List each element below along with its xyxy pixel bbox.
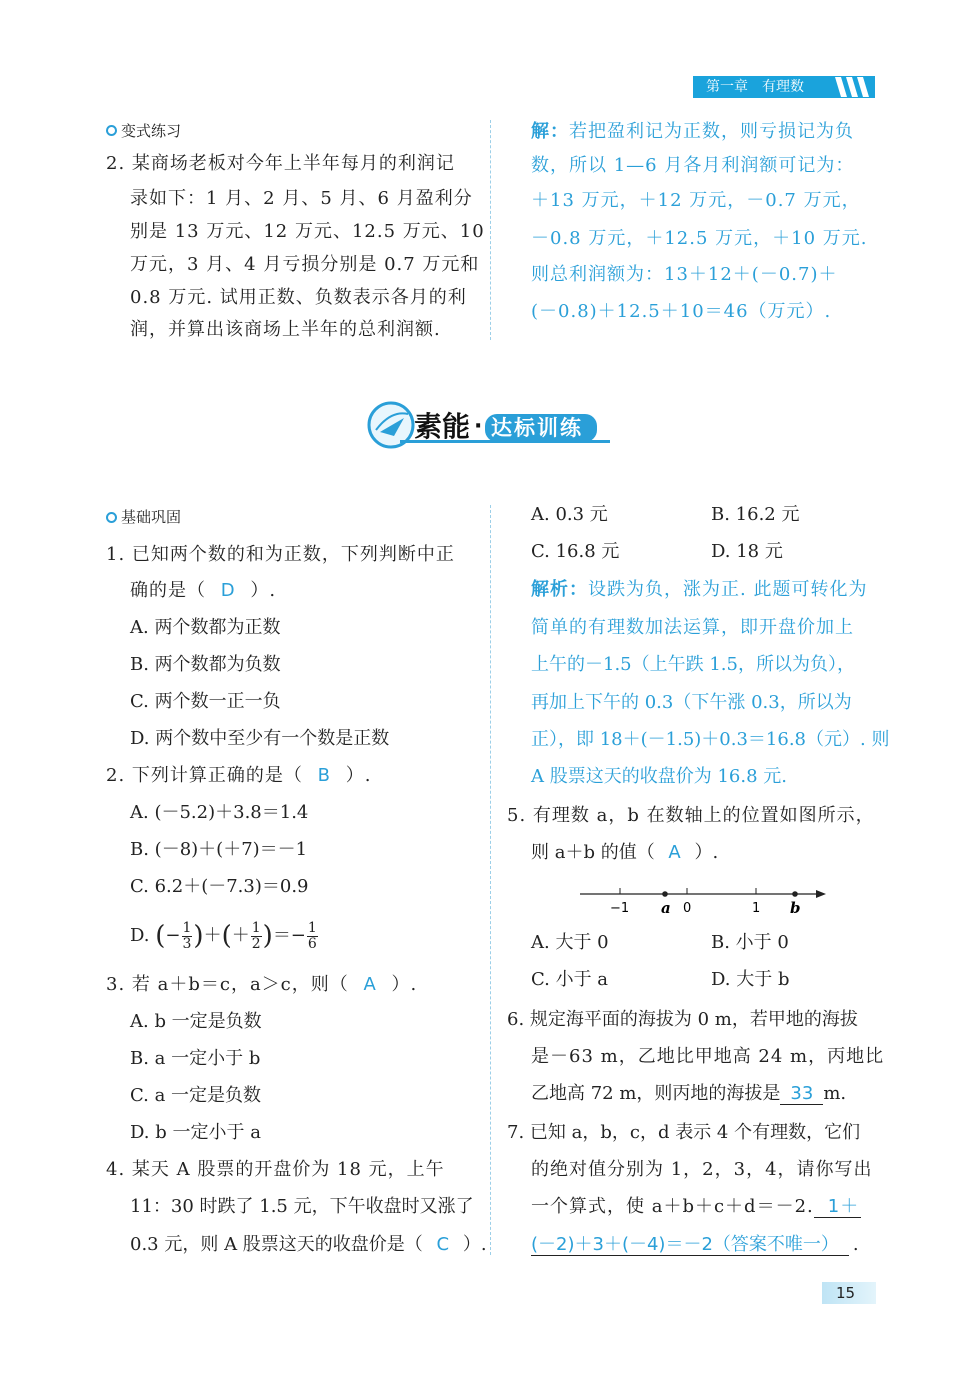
column-divider-top	[490, 120, 491, 340]
banner-title-right: 达标训练	[491, 416, 583, 440]
option: D. 18 元	[711, 541, 783, 562]
answer-q7-part2: (－2)＋3＋(－4)＝－2（答案不唯一）	[531, 1234, 849, 1256]
option: D. 大于 b	[711, 969, 790, 990]
option: B. 16.2 元	[711, 504, 800, 525]
chapter-title: 第一章 有理数	[706, 79, 804, 95]
option: C. 6.2＋(－7.3)＝0.9	[130, 876, 309, 897]
header-stripes-icon	[833, 77, 873, 97]
answer-q7-part1: 1＋	[814, 1196, 861, 1218]
option: C. a 一定是负数	[130, 1085, 262, 1106]
option: A. (－5.2)＋3.8＝1.4	[130, 802, 309, 823]
option: A. b 一定是负数	[130, 1011, 262, 1032]
bullet-circle-icon	[106, 125, 117, 136]
option: A. 0.3 元	[531, 504, 608, 525]
bullet-circle-icon	[106, 512, 117, 523]
column-divider-bottom	[490, 505, 491, 1255]
option: A. 大于 0	[531, 932, 609, 953]
number-line-figure	[578, 882, 830, 918]
point-label-a: a	[661, 899, 671, 917]
tick-label: 1	[752, 901, 761, 916]
banner-title-left: 素能	[414, 410, 471, 443]
answer-q4: C	[436, 1234, 450, 1255]
answer-q6: 33	[780, 1083, 823, 1105]
answer-q3: A	[363, 974, 377, 995]
answer-q1: D	[220, 580, 236, 601]
tick-label: −1	[610, 901, 630, 916]
option: D. 两个数中至少有一个数是正数	[130, 728, 390, 749]
option: C. 两个数一正一负	[130, 691, 281, 712]
tick-label: 0	[683, 901, 692, 916]
option: D. b 一定小于 a	[130, 1122, 261, 1143]
page-number: 15	[836, 1284, 856, 1302]
option: C. 小于 a	[531, 969, 609, 990]
option: B. 小于 0	[711, 932, 789, 953]
point-label-b: b	[790, 899, 801, 917]
option-d-fraction: D. (− $\frac{1}{3}$ )＋(＋ $\frac{1}{2}$ )＝− $\frac{1}{6}$	[130, 919, 317, 952]
option: A. 两个数都为正数	[130, 617, 281, 638]
answer-q2: B	[317, 765, 331, 786]
banner-dot: ·	[474, 414, 483, 439]
answer-q5: A	[668, 842, 681, 863]
section-heading-variant: 变式练习	[121, 122, 182, 140]
option: B. (－8)＋(＋7)＝－1	[130, 839, 308, 860]
section-heading-basics: 基础巩固	[121, 508, 182, 526]
option: C. 16.8 元	[531, 541, 620, 562]
option: B. 两个数都为负数	[130, 654, 281, 675]
option: B. a 一定小于 b	[130, 1048, 261, 1069]
